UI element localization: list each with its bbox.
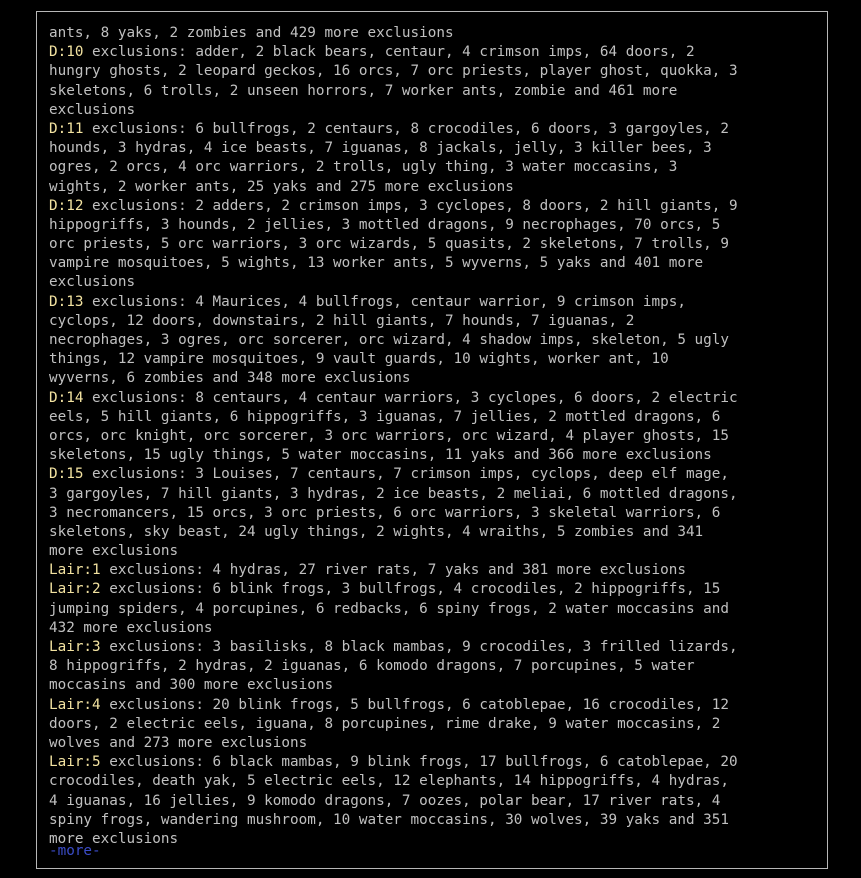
entry-continuation-line (49, 715, 821, 734)
exclusion-text: exclusions: 6 bullfrogs, 2 centaurs, 8 crocodiles, 6 doors, 3 gargoyles, 2 (83, 120, 729, 137)
exclusion-text: things, 12 vampire mosquitoes, 9 vault guards, 10 wights, worker ant, 10 (49, 351, 669, 368)
entry-continuation-line (49, 158, 821, 177)
exclusion-text: crocodiles, death yak, 5 electric eels, 12 elephants, 14 hippogriffs, 4 hydras, (49, 773, 729, 790)
level-entry-line (49, 197, 821, 216)
exclusion-text: 8 hippogriffs, 2 hydras, 2 iguanas, 6 komodo dragons, 7 porcupines, 5 water (49, 658, 695, 675)
exclusion-text: exclusions: 8 centaurs, 4 centaur warriors, 3 cyclopes, 6 doors, 2 electric (83, 389, 738, 406)
exclusion-text: skeletons, sky beast, 24 ugly things, 2 wights, 4 wraiths, 5 zombies and 341 (49, 523, 704, 540)
exclusion-text: skeletons, 6 trolls, 2 unseen horrors, 7 worker ants, zombie and 461 more (49, 82, 678, 99)
exclusion-text: wights, 2 worker ants, 25 yaks and 275 more exclusions (49, 178, 514, 195)
level-label: D:10 (49, 44, 84, 61)
exclusion-text: hungry ghosts, 2 leopard geckos, 16 orcs, 7 orc priests, player ghost, quokka, 3 (49, 63, 738, 80)
level-entry-line (49, 293, 821, 312)
level-label: D:14 (49, 389, 84, 406)
exclusion-text: exclusions: 20 blink frogs, 5 bullfrogs, 6 catoblepae, 16 crocodiles, 12 (100, 696, 730, 713)
exclusion-text: ants, 8 yaks, 2 zombies and 429 more exclusions (49, 25, 454, 41)
level-label: Lair:5 (49, 754, 101, 771)
entry-continuation-line (49, 216, 821, 235)
entry-continuation-line (49, 254, 821, 273)
exclusion-text: spiny frogs, wandering mushroom, 10 water moccasins, 30 wolves, 39 yaks and 351 (49, 811, 729, 828)
entry-continuation-line (49, 408, 821, 427)
exclusion-text: exclusions: 3 basilisks, 8 black mambas, 9 crocodiles, 3 frilled lizards, (100, 639, 738, 655)
level-label: Lair:3 (49, 639, 101, 655)
exclusion-text: eels, 5 hill giants, 6 hippogriffs, 3 iguanas, 7 jellies, 2 mottled dragons, 6 (49, 408, 721, 425)
level-entry-line (49, 561, 821, 580)
entry-continuation-line (49, 657, 821, 676)
exclusion-text: wolves and 273 more exclusions (49, 734, 308, 751)
entry-continuation-line (49, 830, 821, 844)
exclusion-text: skeletons, 15 ugly things, 5 water moccasins, 11 yaks and 366 more exclusions (49, 447, 712, 464)
entry-continuation-line (49, 542, 821, 561)
exclusion-text: exclusions: adder, 2 black bears, centaur, 4 crimson imps, 64 doors, 2 (83, 44, 695, 61)
exclusion-text: exclusions: 6 blink frogs, 3 bullfrogs, 4 crocodiles, 2 hippogriffs, 15 (100, 581, 721, 598)
exclusion-list (49, 24, 821, 844)
entry-continuation-line (49, 600, 821, 619)
exclusion-text: exclusions: 3 Louises, 7 centaurs, 7 crimson imps, cyclops, deep elf mage, (83, 466, 729, 483)
level-label: Lair:1 (49, 562, 101, 579)
exclusion-text: 3 necromancers, 15 orcs, 3 orc priests, 6 orc warriors, 3 skeletal warriors, 6 (49, 504, 721, 521)
exclusion-text: doors, 2 electric eels, iguana, 8 porcupines, rime drake, 9 water moccasins, 2 (49, 715, 721, 732)
level-label: D:11 (49, 120, 84, 137)
exclusion-text: exclusions (49, 274, 136, 291)
entry-continuation-line (49, 101, 821, 120)
entry-continuation-line (49, 62, 821, 81)
exclusion-text: orc priests, 5 orc warriors, 3 orc wizards, 5 quasits, 2 skeletons, 7 trolls, 9 (49, 236, 729, 253)
entry-continuation-line (49, 734, 821, 753)
exclusion-text: exclusions: 4 hydras, 27 river rats, 7 yaks and 381 more exclusions (100, 562, 686, 579)
level-label: Lair:4 (49, 696, 101, 713)
level-entry-line (49, 389, 821, 408)
entry-continuation-line (49, 811, 821, 830)
level-label: Lair:2 (49, 581, 101, 598)
level-entry-line (49, 580, 821, 599)
level-entry-line (49, 696, 821, 715)
exclusion-text: 4 iguanas, 16 jellies, 9 komodo dragons, 7 oozes, polar bear, 17 river rats, 4 (49, 792, 721, 809)
entry-continuation-line (49, 82, 821, 101)
entry-continuation-line (49, 312, 821, 331)
message-window (36, 11, 828, 869)
level-label: D:15 (49, 466, 84, 483)
level-label: D:13 (49, 293, 84, 310)
entry-continuation-line (49, 485, 821, 504)
level-entry-line (49, 638, 821, 657)
exclusion-text: moccasins and 300 more exclusions (49, 677, 334, 694)
exclusion-text: hippogriffs, 3 hounds, 2 jellies, 3 mottled dragons, 9 necrophages, 70 orcs, 5 (49, 216, 721, 233)
exclusion-text: necrophages, 3 ogres, orc sorcerer, orc wizard, 4 shadow imps, skeleton, 5 ugly (49, 332, 729, 348)
entry-continuation-line (49, 619, 821, 638)
entry-continuation-line (49, 235, 821, 254)
entry-continuation-line (49, 178, 821, 197)
entry-continuation-line (49, 331, 821, 350)
entry-continuation-line (49, 24, 821, 43)
exclusion-text: 3 gargoyles, 7 hill giants, 3 hydras, 2 ice beasts, 2 meliai, 6 mottled dragons, (49, 485, 738, 502)
exclusion-text: cyclops, 12 doors, downstairs, 2 hill giants, 7 hounds, 7 iguanas, 2 (49, 312, 635, 329)
exclusion-text: exclusions: 4 Maurices, 4 bullfrogs, centaur warrior, 9 crimson imps, (83, 293, 686, 310)
level-entry-line (49, 465, 821, 484)
entry-continuation-line (49, 504, 821, 523)
entry-continuation-line (49, 139, 821, 158)
entry-continuation-line (49, 523, 821, 542)
entry-continuation-line (49, 446, 821, 465)
entry-continuation-line (49, 772, 821, 791)
exclusion-text: vampire mosquitoes, 5 wights, 13 worker ants, 5 wyverns, 5 yaks and 401 more (49, 255, 704, 272)
exclusion-text: more exclusions (49, 543, 179, 560)
exclusion-text: exclusions: 2 adders, 2 crimson imps, 3 cyclopes, 8 doors, 2 hill giants, 9 (83, 197, 738, 214)
level-entry-line (49, 43, 821, 62)
exclusion-text: exclusions (49, 101, 136, 118)
exclusion-text: ogres, 2 orcs, 4 orc warriors, 2 trolls, ugly thing, 3 water moccasins, 3 (49, 159, 678, 176)
entry-continuation-line (49, 350, 821, 369)
level-entry-line (49, 753, 821, 772)
entry-continuation-line (49, 369, 821, 388)
exclusion-text: wyverns, 6 zombies and 348 more exclusions (49, 370, 411, 387)
exclusion-text: jumping spiders, 4 porcupines, 6 redbacks, 6 spiny frogs, 2 water moccasins and (49, 600, 729, 617)
exclusion-text: 432 more exclusions (49, 619, 213, 636)
exclusion-text: orcs, orc knight, orc sorcerer, 3 orc warriors, orc wizard, 4 player ghosts, 15 (49, 427, 729, 444)
entry-continuation-line (49, 676, 821, 695)
entry-continuation-line (49, 792, 821, 811)
level-entry-line (49, 120, 821, 139)
more-prompt[interactable]: -more- (49, 843, 101, 859)
entry-continuation-line (49, 273, 821, 292)
exclusion-text: hounds, 3 hydras, 4 ice beasts, 7 iguanas, 8 jackals, jelly, 3 killer bees, 3 (49, 140, 712, 157)
level-label: D:12 (49, 197, 84, 214)
exclusion-text: more exclusions (49, 830, 179, 844)
entry-continuation-line (49, 427, 821, 446)
exclusion-text: exclusions: 6 black mambas, 9 blink frogs, 17 bullfrogs, 6 catoblepae, 20 (100, 754, 738, 771)
